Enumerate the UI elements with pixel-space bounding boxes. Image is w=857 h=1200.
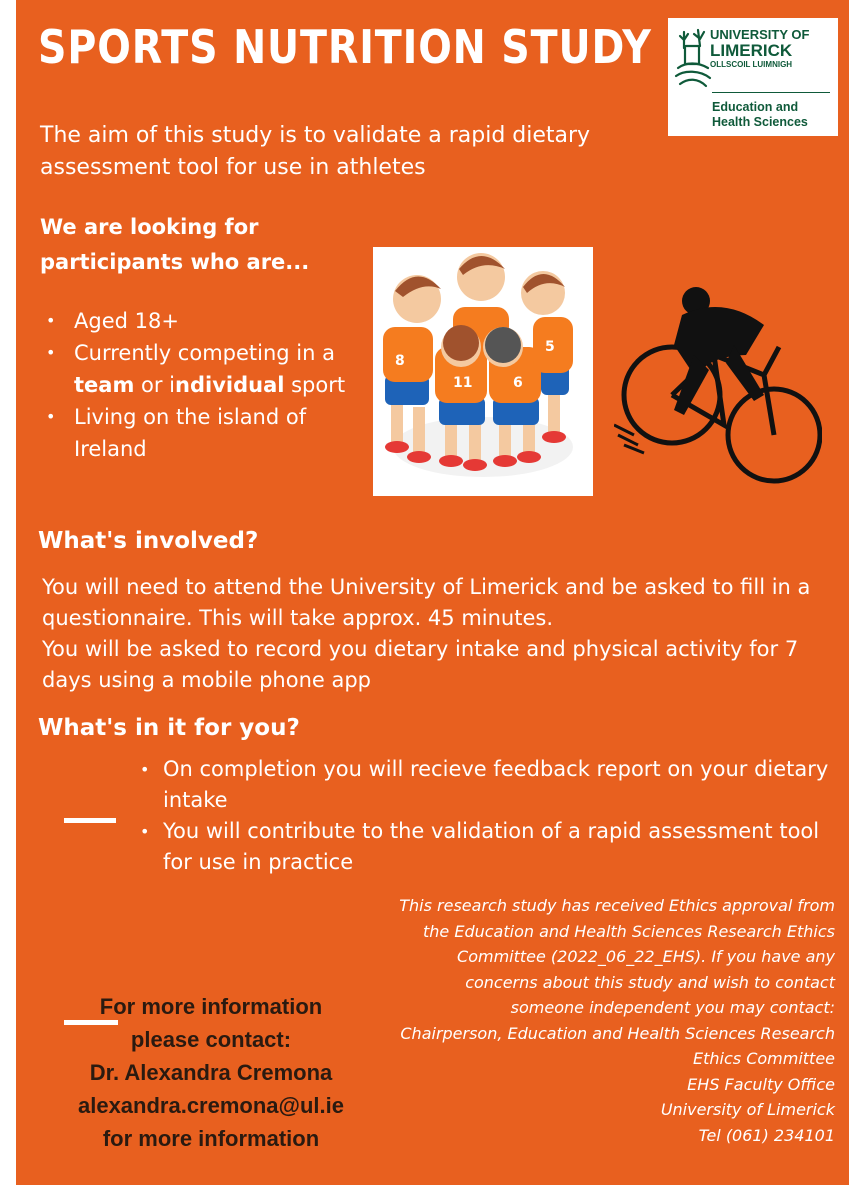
criterion-sport: sport: [284, 373, 346, 397]
svg-text:6: 6: [513, 375, 523, 391]
ethics-line: This research study has received Ethics approval from: [399, 896, 835, 915]
criterion-age: • Aged 18+: [40, 305, 360, 337]
poster: [16, 0, 849, 1185]
looking-for-heading: [40, 210, 360, 280]
ethics-line: Committee (2022_06_22_EHS). If you have any: [457, 947, 835, 966]
logo-line1: UNIVERSITY OF: [710, 27, 810, 42]
cyclist-icon: [614, 285, 822, 490]
benefits-list: [138, 754, 838, 878]
study-aim: The aim of this study is to validate a rapid dietary assessment tool for use in athletes: [40, 123, 591, 180]
criterion-living: • Living on the island of Ireland: [40, 401, 360, 465]
benefit-item: • On completion you will recieve feedback report on your dietary intake: [138, 754, 838, 816]
looking-line2: participants who are...: [40, 250, 310, 274]
ul-crest-icon: [670, 22, 714, 92]
criterion-individual: ndividual: [175, 373, 285, 397]
benefits-heading: What's in it for you?: [38, 715, 300, 741]
criteria-list: [40, 305, 360, 465]
decorative-dash: [64, 1020, 118, 1025]
logo-faculty-line1: Education and: [712, 100, 799, 114]
logo-divider: [712, 92, 830, 93]
looking-line1: We are looking for: [40, 215, 259, 239]
ethics-statement: [315, 893, 835, 1148]
contact-name: Dr. Alexandra Cremona: [89, 1060, 333, 1085]
criterion-competing-text: Currently competing in a: [74, 341, 335, 365]
involved-heading: What's involved?: [38, 528, 259, 554]
ethics-line: Ethics Committee: [693, 1049, 835, 1068]
logo-wordmark: [710, 28, 809, 70]
criterion-or: or i: [134, 373, 176, 397]
ethics-line: concerns about this study and wish to contact: [465, 972, 835, 992]
ethics-line: the Education and Health Sciences Research Ethics: [423, 921, 835, 941]
page-title: SPORTS NUTRITION STUDY: [38, 20, 652, 74]
logo-faculty: [712, 100, 808, 130]
svg-text:11: 11: [453, 375, 473, 391]
svg-text:5: 5: [545, 339, 555, 355]
involved-text: [42, 572, 832, 696]
university-logo: [668, 18, 838, 136]
logo-line2: LIMERICK: [710, 41, 793, 60]
contact-line: for more information: [102, 1126, 320, 1151]
involved-paragraph-1: You will need to attend the University of Limerick and be asked to fill in a questionnaire. This will take approx. 45 minutes.: [42, 575, 811, 630]
decorative-dash: [64, 818, 116, 823]
contact-email: alexandra.cremona@ul.ie: [77, 1093, 344, 1118]
benefit-item: • You will contribute to the validation of a rapid assessment tool for use in practice: [138, 816, 838, 878]
logo-faculty-line2: Health Sciences: [712, 115, 808, 129]
criterion-competing: [40, 337, 360, 401]
contact-line: please contact:: [130, 1027, 292, 1052]
criterion-team: team: [74, 373, 135, 397]
svg-text:8: 8: [395, 353, 405, 369]
ethics-line: University of Limerick: [660, 1100, 835, 1119]
ethics-line: Tel (061) 234101: [698, 1125, 835, 1145]
contact-block: [46, 990, 376, 1155]
ethics-line: EHS Faculty Office: [687, 1074, 835, 1094]
contact-line: For more information: [99, 994, 323, 1019]
team-huddle-image: [373, 247, 593, 496]
ethics-line: someone independent you may contact:: [510, 998, 835, 1017]
team-huddle-icon: [373, 247, 593, 496]
ethics-line: Chairperson, Education and Health Sciences Research: [400, 1023, 835, 1043]
involved-paragraph-2: You will be asked to record you dietary intake and physical activity for 7 days using a mobile phone app: [42, 637, 799, 692]
logo-line3: OLLSCOIL LUIMNIGH: [710, 60, 793, 69]
